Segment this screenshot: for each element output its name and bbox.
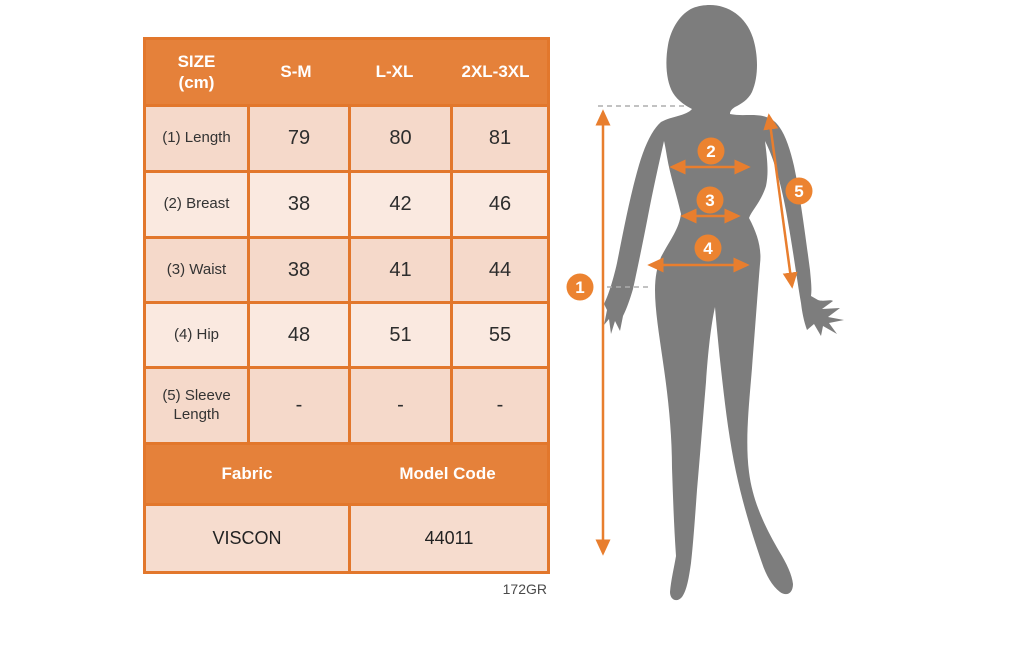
- fabric-model-value-row: [146, 506, 547, 571]
- hip-value-l-xl: 51: [351, 304, 450, 366]
- hip-value-s-m: 48: [250, 304, 348, 366]
- badge-number-4: 4: [703, 239, 713, 258]
- size-chart-header-row: [146, 40, 547, 104]
- hip-value-2xl-3xl: 55: [453, 304, 547, 366]
- table-row-breast: [146, 173, 547, 236]
- fabric-header: Fabric: [146, 445, 348, 503]
- model-code-value: 44011: [351, 506, 547, 571]
- table-row-hip: [146, 304, 547, 366]
- sleeve-value-2xl-3xl: -: [453, 369, 547, 442]
- table-row-length: [146, 107, 547, 170]
- column-header-s-m: S-M: [247, 40, 345, 104]
- row-label-sleeve-length: (5) Sleeve Length: [146, 369, 247, 442]
- fabric-value: VISCON: [146, 506, 348, 571]
- row-label-waist: (3) Waist: [146, 239, 247, 301]
- size-unit-header: SIZE (cm): [146, 40, 247, 104]
- row-label-hip: (4) Hip: [146, 304, 247, 366]
- fabric-model-header-row: [146, 445, 547, 503]
- measurement-figure: [560, 0, 870, 646]
- waist-value-2xl-3xl: 44: [453, 239, 547, 301]
- length-value-s-m: 79: [250, 107, 348, 170]
- measure-badge-4: [695, 235, 722, 262]
- waist-value-s-m: 38: [250, 239, 348, 301]
- column-header-l-xl: L-XL: [345, 40, 444, 104]
- badge-number-1: 1: [575, 278, 585, 297]
- row-label-length: (1) Length: [146, 107, 247, 170]
- badge-number-3: 3: [705, 191, 715, 210]
- breast-value-2xl-3xl: 46: [453, 173, 547, 236]
- sleeve-value-l-xl: -: [351, 369, 450, 442]
- row-label-breast: (2) Breast: [146, 173, 247, 236]
- badge-number-5: 5: [794, 182, 804, 201]
- female-silhouette: [604, 5, 844, 600]
- breast-value-l-xl: 42: [351, 173, 450, 236]
- waist-value-l-xl: 41: [351, 239, 450, 301]
- length-value-2xl-3xl: 81: [453, 107, 547, 170]
- measure-badge-2: [698, 138, 725, 165]
- weight-note: 172GR: [502, 581, 547, 597]
- measure-badge-5: [786, 178, 813, 205]
- sleeve-value-s-m: -: [250, 369, 348, 442]
- column-header-2xl-3xl: 2XL-3XL: [444, 40, 547, 104]
- breast-value-s-m: 38: [250, 173, 348, 236]
- model-code-header: Model Code: [348, 445, 547, 503]
- measure-badge-1: [567, 274, 594, 301]
- measure-badge-3: [697, 187, 724, 214]
- table-row-sleeve-length: [146, 369, 547, 442]
- table-row-waist: [146, 239, 547, 301]
- size-chart-table: [143, 37, 550, 574]
- badge-number-2: 2: [706, 142, 716, 161]
- length-value-l-xl: 80: [351, 107, 450, 170]
